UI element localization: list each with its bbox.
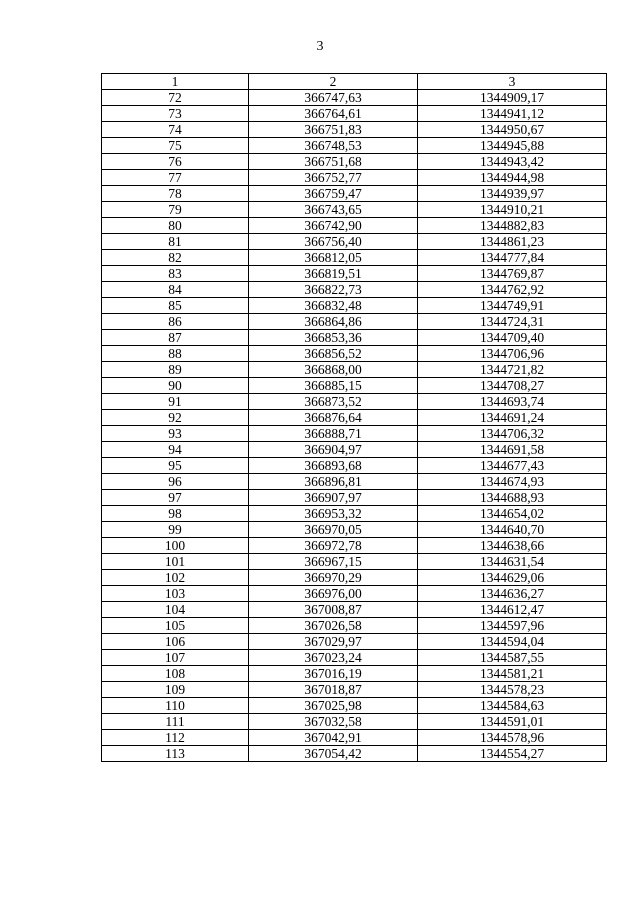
y-coordinate-cell: 1344554,27	[418, 746, 607, 762]
table-row	[102, 218, 607, 234]
table-row	[102, 538, 607, 554]
x-coordinate-cell: 366888,71	[249, 426, 418, 442]
table-row	[102, 250, 607, 266]
x-coordinate-cell: 366742,90	[249, 218, 418, 234]
point-number-cell: 103	[102, 586, 249, 602]
table-row	[102, 442, 607, 458]
y-coordinate-cell: 1344581,21	[418, 666, 607, 682]
y-coordinate-cell: 1344944,98	[418, 170, 607, 186]
x-coordinate-cell: 366819,51	[249, 266, 418, 282]
table-row	[102, 378, 607, 394]
table-row	[102, 730, 607, 746]
table-row	[102, 698, 607, 714]
y-coordinate-cell: 1344584,63	[418, 698, 607, 714]
y-coordinate-cell: 1344861,23	[418, 234, 607, 250]
y-coordinate-cell: 1344578,96	[418, 730, 607, 746]
table-row	[102, 570, 607, 586]
table-row	[102, 634, 607, 650]
y-coordinate-cell: 1344749,91	[418, 298, 607, 314]
table-row	[102, 170, 607, 186]
table-row	[102, 154, 607, 170]
x-coordinate-cell: 367016,19	[249, 666, 418, 682]
x-coordinate-cell: 367008,87	[249, 602, 418, 618]
point-number-cell: 75	[102, 138, 249, 154]
x-coordinate-cell: 366748,53	[249, 138, 418, 154]
y-coordinate-cell: 1344597,96	[418, 618, 607, 634]
table-row	[102, 122, 607, 138]
point-number-cell: 76	[102, 154, 249, 170]
point-number-cell: 109	[102, 682, 249, 698]
table-row	[102, 330, 607, 346]
table-row	[102, 554, 607, 570]
x-coordinate-cell: 366976,00	[249, 586, 418, 602]
point-number-cell: 97	[102, 490, 249, 506]
point-number-cell: 112	[102, 730, 249, 746]
table-row	[102, 410, 607, 426]
y-coordinate-cell: 1344640,70	[418, 522, 607, 538]
y-coordinate-cell: 1344591,01	[418, 714, 607, 730]
table-row	[102, 506, 607, 522]
table-row	[102, 394, 607, 410]
x-coordinate-cell: 366743,65	[249, 202, 418, 218]
point-number-cell: 95	[102, 458, 249, 474]
table-row	[102, 490, 607, 506]
y-coordinate-cell: 1344636,27	[418, 586, 607, 602]
point-number-cell: 80	[102, 218, 249, 234]
table-body	[102, 90, 607, 762]
point-number-cell: 96	[102, 474, 249, 490]
x-coordinate-cell: 366764,61	[249, 106, 418, 122]
x-coordinate-cell: 366876,64	[249, 410, 418, 426]
x-coordinate-cell: 366868,00	[249, 362, 418, 378]
x-coordinate-cell: 366751,68	[249, 154, 418, 170]
point-number-cell: 88	[102, 346, 249, 362]
point-number-cell: 82	[102, 250, 249, 266]
table-row	[102, 746, 607, 762]
y-coordinate-cell: 1344708,27	[418, 378, 607, 394]
x-coordinate-cell: 367018,87	[249, 682, 418, 698]
table-row	[102, 90, 607, 106]
x-coordinate-cell: 366853,36	[249, 330, 418, 346]
table-row	[102, 602, 607, 618]
table-row	[102, 314, 607, 330]
x-coordinate-cell: 366759,47	[249, 186, 418, 202]
point-number-cell: 89	[102, 362, 249, 378]
x-coordinate-cell: 366970,05	[249, 522, 418, 538]
y-coordinate-cell: 1344909,17	[418, 90, 607, 106]
point-number-cell: 83	[102, 266, 249, 282]
x-coordinate-cell: 366822,73	[249, 282, 418, 298]
point-number-cell: 92	[102, 410, 249, 426]
x-coordinate-cell: 366756,40	[249, 234, 418, 250]
x-coordinate-cell: 366972,78	[249, 538, 418, 554]
y-coordinate-cell: 1344706,96	[418, 346, 607, 362]
y-coordinate-cell: 1344724,31	[418, 314, 607, 330]
point-number-cell: 100	[102, 538, 249, 554]
x-coordinate-cell: 367042,91	[249, 730, 418, 746]
x-coordinate-cell: 366751,83	[249, 122, 418, 138]
y-coordinate-cell: 1344674,93	[418, 474, 607, 490]
x-coordinate-cell: 366747,63	[249, 90, 418, 106]
table-row	[102, 650, 607, 666]
x-coordinate-cell: 366864,86	[249, 314, 418, 330]
point-number-cell: 85	[102, 298, 249, 314]
y-coordinate-cell: 1344769,87	[418, 266, 607, 282]
table-row	[102, 346, 607, 362]
point-number-cell: 106	[102, 634, 249, 650]
page-number: 3	[316, 39, 324, 54]
y-coordinate-cell: 1344709,40	[418, 330, 607, 346]
x-coordinate-cell: 367029,97	[249, 634, 418, 650]
y-coordinate-cell: 1344691,24	[418, 410, 607, 426]
x-coordinate-cell: 367025,98	[249, 698, 418, 714]
point-number-cell: 77	[102, 170, 249, 186]
y-coordinate-cell: 1344638,66	[418, 538, 607, 554]
table-row	[102, 586, 607, 602]
x-coordinate-cell: 367023,24	[249, 650, 418, 666]
y-coordinate-cell: 1344882,83	[418, 218, 607, 234]
x-coordinate-cell: 366904,97	[249, 442, 418, 458]
point-number-cell: 110	[102, 698, 249, 714]
point-number-cell: 72	[102, 90, 249, 106]
coordinates-table	[101, 73, 607, 762]
point-number-cell: 81	[102, 234, 249, 250]
table-row	[102, 618, 607, 634]
x-coordinate-cell: 366885,15	[249, 378, 418, 394]
table-header-row	[102, 74, 607, 90]
y-coordinate-cell: 1344654,02	[418, 506, 607, 522]
table-row	[102, 234, 607, 250]
table-row	[102, 202, 607, 218]
x-coordinate-cell: 366812,05	[249, 250, 418, 266]
x-coordinate-cell: 366907,97	[249, 490, 418, 506]
x-coordinate-cell: 367054,42	[249, 746, 418, 762]
point-number-cell: 93	[102, 426, 249, 442]
point-number-cell: 98	[102, 506, 249, 522]
point-number-cell: 107	[102, 650, 249, 666]
point-number-cell: 84	[102, 282, 249, 298]
table-row	[102, 186, 607, 202]
point-number-cell: 101	[102, 554, 249, 570]
x-coordinate-cell: 366873,52	[249, 394, 418, 410]
point-number-cell: 79	[102, 202, 249, 218]
y-coordinate-cell: 1344945,88	[418, 138, 607, 154]
y-coordinate-cell: 1344762,92	[418, 282, 607, 298]
point-number-cell: 105	[102, 618, 249, 634]
y-coordinate-cell: 1344578,23	[418, 682, 607, 698]
x-coordinate-cell: 366953,32	[249, 506, 418, 522]
y-coordinate-cell: 1344587,55	[418, 650, 607, 666]
y-coordinate-cell: 1344777,84	[418, 250, 607, 266]
y-coordinate-cell: 1344629,06	[418, 570, 607, 586]
y-coordinate-cell: 1344939,97	[418, 186, 607, 202]
table-row	[102, 522, 607, 538]
y-coordinate-cell: 1344688,93	[418, 490, 607, 506]
table-row	[102, 138, 607, 154]
y-coordinate-cell: 1344910,21	[418, 202, 607, 218]
x-coordinate-cell: 366970,29	[249, 570, 418, 586]
table-row	[102, 474, 607, 490]
y-coordinate-cell: 1344594,04	[418, 634, 607, 650]
table-row	[102, 362, 607, 378]
y-coordinate-cell: 1344721,82	[418, 362, 607, 378]
column-header-1: 1	[102, 74, 249, 90]
point-number-cell: 86	[102, 314, 249, 330]
table-row	[102, 458, 607, 474]
point-number-cell: 99	[102, 522, 249, 538]
x-coordinate-cell: 367032,58	[249, 714, 418, 730]
point-number-cell: 108	[102, 666, 249, 682]
table-row	[102, 426, 607, 442]
x-coordinate-cell: 366752,77	[249, 170, 418, 186]
table-row	[102, 106, 607, 122]
y-coordinate-cell: 1344950,67	[418, 122, 607, 138]
y-coordinate-cell: 1344941,12	[418, 106, 607, 122]
table-row	[102, 298, 607, 314]
x-coordinate-cell: 367026,58	[249, 618, 418, 634]
x-coordinate-cell: 366832,48	[249, 298, 418, 314]
y-coordinate-cell: 1344943,42	[418, 154, 607, 170]
point-number-cell: 94	[102, 442, 249, 458]
x-coordinate-cell: 366856,52	[249, 346, 418, 362]
column-header-3: 3	[418, 74, 607, 90]
y-coordinate-cell: 1344693,74	[418, 394, 607, 410]
y-coordinate-cell: 1344612,47	[418, 602, 607, 618]
point-number-cell: 111	[102, 714, 249, 730]
y-coordinate-cell: 1344691,58	[418, 442, 607, 458]
point-number-cell: 113	[102, 746, 249, 762]
table-row	[102, 266, 607, 282]
column-header-2: 2	[249, 74, 418, 90]
y-coordinate-cell: 1344677,43	[418, 458, 607, 474]
table-row	[102, 714, 607, 730]
point-number-cell: 87	[102, 330, 249, 346]
point-number-cell: 78	[102, 186, 249, 202]
table-row	[102, 666, 607, 682]
x-coordinate-cell: 366896,81	[249, 474, 418, 490]
y-coordinate-cell: 1344631,54	[418, 554, 607, 570]
y-coordinate-cell: 1344706,32	[418, 426, 607, 442]
x-coordinate-cell: 366967,15	[249, 554, 418, 570]
point-number-cell: 91	[102, 394, 249, 410]
point-number-cell: 74	[102, 122, 249, 138]
point-number-cell: 102	[102, 570, 249, 586]
point-number-cell: 104	[102, 602, 249, 618]
table-row	[102, 682, 607, 698]
x-coordinate-cell: 366893,68	[249, 458, 418, 474]
point-number-cell: 90	[102, 378, 249, 394]
point-number-cell: 73	[102, 106, 249, 122]
table-row	[102, 282, 607, 298]
